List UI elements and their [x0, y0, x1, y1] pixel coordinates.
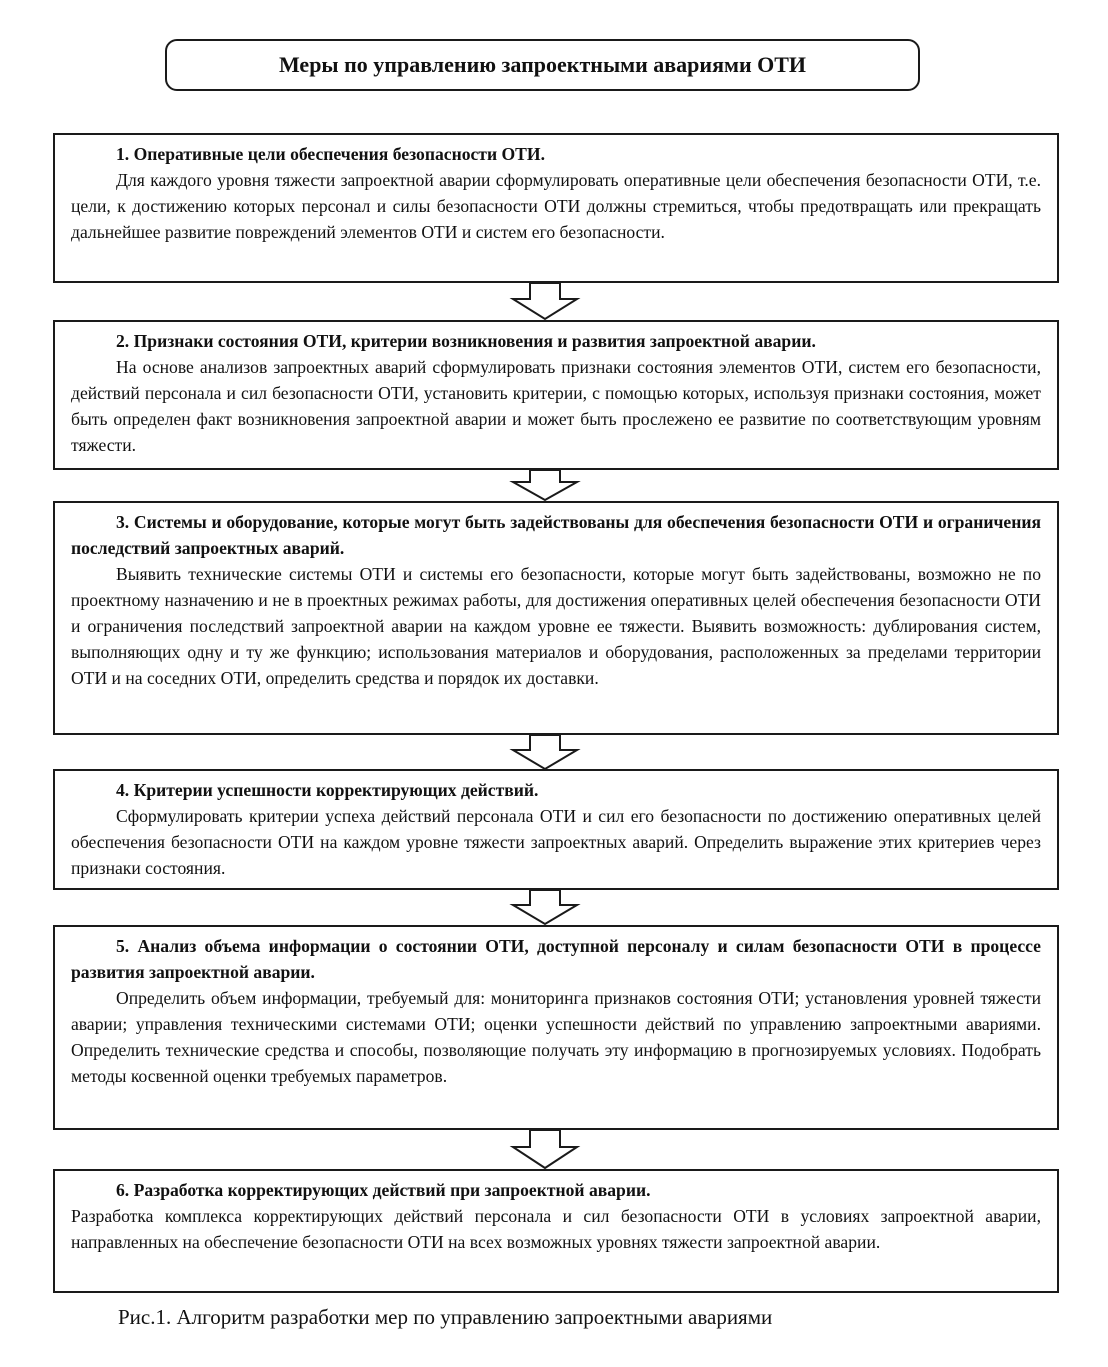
step-heading: 1. Оперативные цели обеспечения безопасности ОТИ. — [116, 144, 545, 164]
step-box-4 — [53, 769, 1059, 890]
step-heading: 6. Разработка корректирующих действий при запроектной аварии. — [116, 1180, 651, 1200]
flow-arrow-3 — [505, 735, 585, 771]
step-text: На основе анализов запроектных аварий сформулировать признаки состояния элементов ОТИ, систем его безопасности, действий персонала и сил безопасности ОТИ, установить критерии, с помощью которых, используя признаки состояния, может быть определен факт возникновения запроектной аварии и может быть прослежено ее развитие по соответствующим уровням тяжести. — [71, 357, 1041, 455]
step-text: Выявить технические системы ОТИ и системы его безопасности, которые могут быть задействованы, возможно не по проектному назначению и не в проектных режимах работы, для достижения оперативных целей обеспечения безопасности ОТИ и ограничения последствий запроектной аварии на каждом уровне ее тяжести. Выявить возможность: дублирования систем, выполняющих одну и ту же функцию; использования материалов и оборудования, расположенных за пределами территории ОТИ и на соседних ОТИ, определить средства и порядок их доставки. — [71, 564, 1041, 688]
step-text: Сформулировать критерии успеха действий персонала ОТИ и сил его безопасности по достижению оперативных целей обеспечения безопасности ОТИ на каждом уровне тяжести запроектных аварий. Определить выражение этих критериев через признаки состояния. — [71, 806, 1041, 878]
flow-arrow-5 — [505, 1130, 585, 1170]
down-arrow-icon — [505, 735, 585, 771]
step-heading: 2. Признаки состояния ОТИ, критерии возникновения и развития запроектной аварии. — [116, 331, 816, 351]
flow-arrow-1 — [505, 283, 585, 321]
step-box-2 — [53, 320, 1059, 470]
figure-caption: Рис.1. Алгоритм разработки мер по управлению запроектными авариями — [118, 1305, 773, 1329]
down-arrow-icon — [505, 283, 585, 321]
step-box-3 — [53, 501, 1059, 735]
flow-arrow-4 — [505, 890, 585, 926]
step-box-1 — [53, 133, 1059, 283]
step-box-6 — [53, 1169, 1059, 1293]
down-arrow-icon — [505, 890, 585, 926]
step-heading: 4. Критерии успешности корректирующих действий. — [116, 780, 539, 800]
step-text: Определить объем информации, требуемый для: мониторинга признаков состояния ОТИ; установления уровней тяжести аварии; управления техническими системами ОТИ; оценки успешности действий по управлению запроектными авариями. Определить технические средства и способы, позволяющие получать эту информацию в прогнозируемых условиях. Подобрать методы косвенной оценки требуемых параметров. — [71, 988, 1041, 1086]
step-heading: 5. Анализ объема информации о состоянии ОТИ, доступной персоналу и силам безопасности ОТИ в процессе развития запроектной аварии. — [71, 936, 1041, 982]
diagram-title: Меры по управлению запроектными авариями ОТИ — [165, 39, 920, 91]
step-text: Для каждого уровня тяжести запроектной аварии сформулировать оперативные цели обеспечения безопасности ОТИ, т.е. цели, к достижению которых персонал и силы безопасности ОТИ должны стремиться, чтобы предотвращать или прекращать дальнейшее развитие повреждений элементов ОТИ и систем его безопасности. — [71, 170, 1041, 242]
down-arrow-icon — [505, 1130, 585, 1170]
step-heading: 3. Системы и оборудование, которые могут быть задействованы для обеспечения безопасности ОТИ и ограничения последствий запроектных аварий. — [71, 512, 1041, 558]
step-text: Разработка комплекса корректирующих действий персонала и сил безопасности ОТИ в условиях запроектной аварии, направленных на обеспечение безопасности ОТИ на всех возможных уровнях тяжести запроектной аварии. — [71, 1206, 1041, 1252]
down-arrow-icon — [505, 470, 585, 502]
flow-arrow-2 — [505, 470, 585, 502]
step-box-5 — [53, 925, 1059, 1130]
